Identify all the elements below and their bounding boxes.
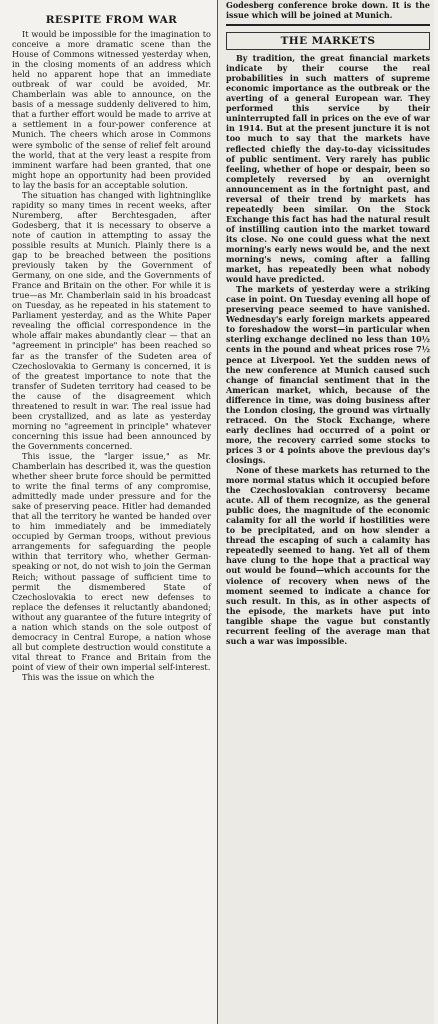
- continuation-text: Godesberg conference broke down. It is the issue which will be joined at Munich.: [226, 0, 430, 21]
- article-paragraph: It would be impossible for the imagination to conceive a more dramatic scene than the House of Commons witnessed yesterday when, in the closing moments of an address which held no apparent hope that an immediate outbreak of war could be avoided, Mr. Chamberlain was able to announce, on the basis of a message suddenly delivered to him, that a further effort would be made to arrive at a settlement in a four-power conference at Munich. The cheers which arose in Commons were symbolic of the sense of relief felt around the world, that at the very least a respite from imminent warfare had been granted, that one might hope an opportunity had been provided to lay the basis for an acceptable solution.: [12, 29, 211, 190]
- article-paragraph: The markets of yesterday were a striking case in point. On Tuesday evening all hope of preserving peace seemed to have vanished. Wednesday's early foreign markets appeared to foreshadow the worst—in particular when sterling exchange declined no less than 10½ cents in the pound and wheat prices rose 7½ pence at Liverpool. Yet the sudden news of the new conference at Munich caused such change of financial sentiment that in the American market, which, because of the difference in time, was doing business after the London closing, the ground was virtually retraced. On the Stock Exchange, where early declines had occurred of a point or more, the recovery carried some stocks to prices 3 or 4 points above the previous day's closings.: [226, 284, 430, 465]
- article-headline-the-markets: THE MARKETS: [226, 32, 430, 50]
- article-paragraph: The situation has changed with lightninglike rapidity so many times in recent weeks, after Nuremberg, after Berchtesgaden, after Godesberg, that it is necessary to observe a note of caution in attempting to assay the possible results at Munich. Plainly there is a gap to be breached between the positions previously taken by the Government of Germany, on one side, and the Governments of France and Britain on the other. For while it is true—as Mr. Chamberlain said in his broadcast on Tuesday, as he repeated in his statement to Parliament yesterday, and as the White Paper revealing the official correspondence in the whole affair makes abundantly clear — that an "agreement in principle" has been reached so far as the transfer of the Sudeten area of Czechoslovakia to Germany is concerned, it is of the greatest importance to note that the transfer of Sudeten territory had ceased to be the cause of the disagreement which threatened to result in war. The real issue had been crystallized, and as late as yesterday morning no "agreement in principle" whatever concerning this issue had been announced by the Governments concerned.: [12, 189, 211, 451]
- article-headline-respite-from-war: RESPITE FROM WAR: [45, 14, 178, 26]
- left-column: [4, 0, 218, 1024]
- right-column: [218, 0, 434, 1024]
- article-paragraph: This issue, the "larger issue," as Mr. Chamberlain has described it, was the question whether sheer brute force should be permitted to write the final terms of any compromise, admittedly made under pressure and for the sake of preserving peace. Hitler had demanded that all the territory he wanted be handed over to him immediately and be immediately occupied by German troops, without previous arrangements for safeguarding the people within that territory who, whether German-speaking or not, do not wish to join the German Reich; without passage of sufficient time to permit the dismembered State of Czechoslovakia to erect new defenses to replace the defenses it reluctantly abandoned; without any guarantee of the future integrity of a nation which stands on the sole outpost of democracy in Central Europe, a nation whose all but complete destruction would constitute a vital threat to France and Britain from the point of view of their own imperial self-interest.: [12, 450, 211, 672]
- column-divider-rule: [226, 24, 430, 26]
- article-paragraph: This was the issue on which the: [22, 672, 155, 682]
- article-paragraph: By tradition, the great financial markets indicate by their course the real probabilities in such matters of supreme economic importance as the outbreak or the averting of a general European war. They performed this service by their uninterrupted fall in prices on the eve of war in 1914. But at the present juncture it is not too much to say that the markets have reflected chiefly the day-to-day vicissitudes of public sentiment. Very rarely has public feeling, whether of hope or despair, been so completely reversed by an overnight announcement as in the fortnight past, and reversal of their trend by markets has repeatedly been similar. On the Stock Exchange this fact has had the natural result of instilling caution into the market toward its close. No one could guess what the next morning's early news would be, and the next morning's news, coming after a falling market, has repeatedly been what nobody would have predicted.: [226, 53, 430, 285]
- article-paragraph: None of these markets has returned to the more normal status which it occupied before the Czechoslovakian controversy became acute. All of them recognize, as the general public does, the magnitude of the economic calamity for all the world if hostilities were to be precipitated, and on how slender a thread the escaping of such a calamity has repeatedly seemed to hang. Yet all of them have clung to the hope that a practical way out would be found—which accounts for the violence of recovery when news of the moment seemed to indicate a chance for such result. In this, as in other aspects of the episode, the markets have put into tangible shape the vague but constantly recurrent feeling of the average man that such a war was impossible.: [226, 465, 430, 646]
